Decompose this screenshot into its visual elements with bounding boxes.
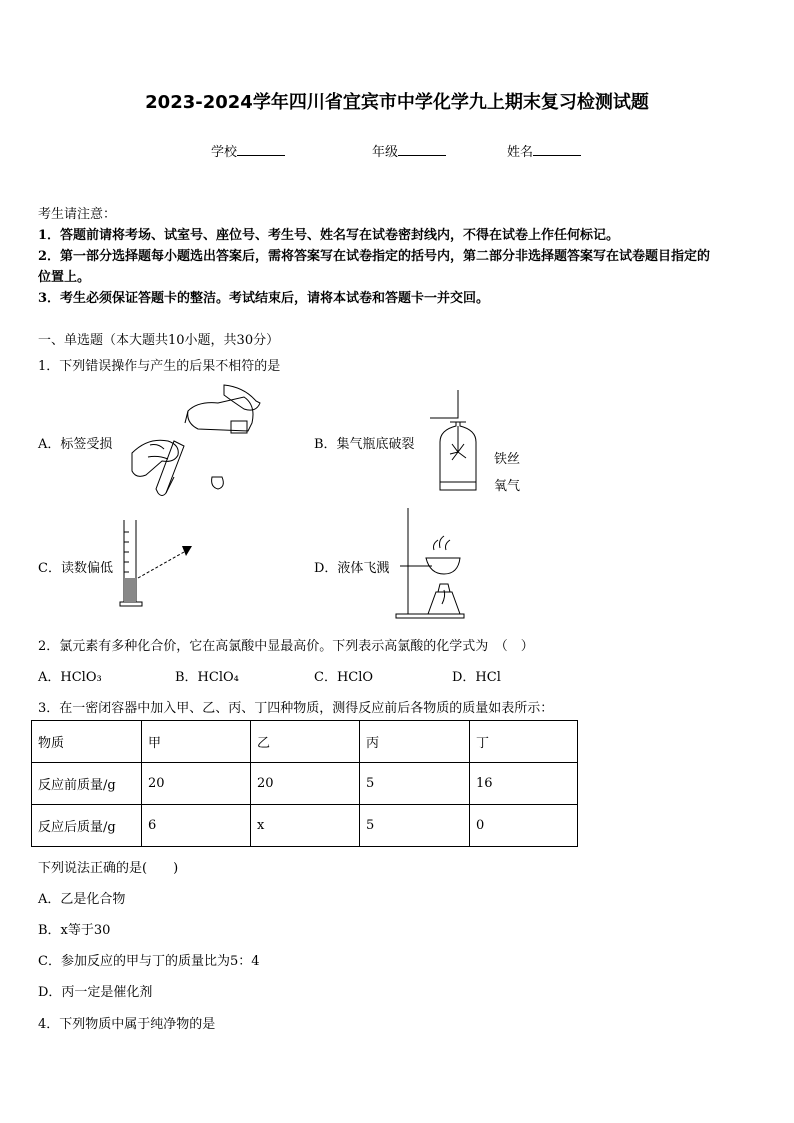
school-label: 学校 — [211, 145, 238, 160]
table-cell: 6 — [142, 805, 251, 847]
school-field — [211, 141, 285, 160]
table-cell: 5 — [360, 805, 470, 847]
notice-item: 1．答题前请将考场、试室号、座位号、考生号、姓名写在试卷密封线内，不得在试卷上作任何标记。 — [38, 228, 620, 243]
table-header-cell: 物质 — [32, 721, 142, 763]
table-cell: 5 — [360, 763, 470, 805]
table-row — [32, 805, 578, 847]
q1-option-a: A．标签受损 — [38, 437, 113, 452]
table-header-cell: 丙 — [360, 721, 470, 763]
question-1-stem: 1．下列错误操作与产生的后果不相符的是 — [38, 359, 281, 374]
q3-option-a: A．乙是化合物 — [38, 892, 126, 907]
notice-heading: 考生请注意： — [38, 207, 117, 222]
iron-wire-label: 铁丝 — [494, 452, 521, 467]
q1-option-b: B．集气瓶底破裂 — [314, 437, 415, 452]
question-2-stem: 2．氯元素有多种化合价，它在高氯酸中显最高价。下列表示高氯酸的化学式为 （ ） — [38, 639, 534, 654]
table-cell: 16 — [470, 763, 578, 805]
table-header-cell: 甲 — [142, 721, 251, 763]
q2-option-c: C．HClO — [314, 670, 374, 685]
table-cell: 20 — [142, 763, 251, 805]
grade-label: 年级 — [372, 145, 399, 160]
gas-bottle-illustration — [428, 388, 498, 493]
notice-item: 3．考生必须保证答题卡的整洁。考试结束后，请将本试卷和答题卡一并交回。 — [38, 291, 490, 306]
question-3-prompt: 下列说法正确的是( ) — [38, 861, 179, 876]
section-heading: 一、单选题（本大题共10小题，共30分） — [38, 333, 280, 348]
q2-option-a: A．HClO₃ — [38, 670, 102, 685]
question-3-stem: 3．在一密闭容器中加入甲、乙、丙、丁四种物质，测得反应前后各物质的质量如表所示： — [38, 701, 554, 716]
question-4-stem: 4．下列物质中属于纯净物的是 — [38, 1017, 216, 1032]
notice-item: 位置上。 — [38, 270, 91, 285]
name-blank — [533, 143, 581, 156]
table-cell: 0 — [470, 805, 578, 847]
q1-option-d: D．液体飞溅 — [314, 561, 390, 576]
grade-blank — [398, 143, 446, 156]
table-cell: 20 — [251, 763, 360, 805]
page-title: 2023-2024学年四川省宜宾市中学化学九上期末复习检测试题 — [145, 92, 649, 113]
table-header-cell: 乙 — [251, 721, 360, 763]
q3-option-c: C．参加反应的甲与丁的质量比为5：4 — [38, 954, 260, 969]
notice-item: 2．第一部分选择题每小题选出答案后，需将答案写在试卷指定的括号内，第二部分非选择题答案写在试卷题目指定的 — [38, 249, 711, 264]
oxygen-label: 氧气 — [494, 479, 521, 494]
mass-table — [31, 720, 578, 847]
cylinder-illustration — [118, 518, 196, 608]
q3-option-d: D．丙一定是催化剂 — [38, 985, 153, 1000]
grade-field — [372, 141, 446, 160]
table-cell: 反应后质量/g — [32, 805, 142, 847]
q1-option-c: C．读数偏低 — [38, 561, 113, 576]
pouring-illustration — [128, 383, 278, 498]
table-cell: x — [251, 805, 360, 847]
name-field — [507, 141, 581, 160]
q2-option-b: B．HClO₄ — [175, 670, 239, 685]
q2-option-d: D．HCl — [452, 670, 501, 685]
table-header-cell: 丁 — [470, 721, 578, 763]
table-header-row — [32, 721, 578, 763]
school-blank — [237, 143, 285, 156]
table-cell: 反应前质量/g — [32, 763, 142, 805]
q3-option-b: B．x等于30 — [38, 923, 111, 938]
table-row — [32, 763, 578, 805]
evaporation-illustration — [392, 506, 470, 621]
name-label: 姓名 — [507, 145, 534, 160]
